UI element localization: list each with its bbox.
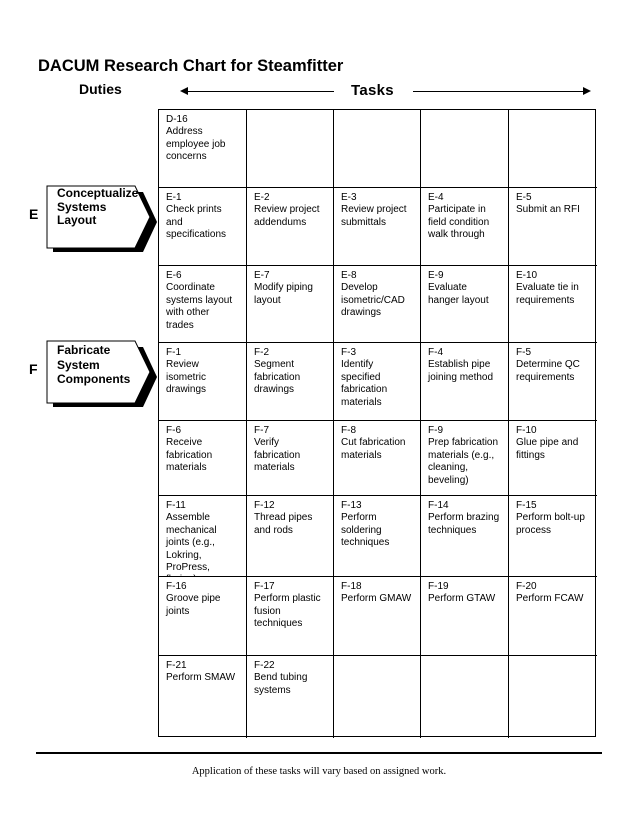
task-cell [247, 343, 334, 421]
task-description: Prep fabrication materials (e.g., cleaning, beveling) [428, 437, 499, 486]
task-grid [158, 109, 596, 737]
task-cell [421, 266, 509, 343]
task-code: F-13 [341, 500, 362, 511]
task-code: E-5 [516, 192, 532, 203]
task-description: Check prints and specifications [166, 204, 227, 241]
task-cell [159, 266, 247, 343]
task-code: F-11 [166, 500, 186, 511]
task-description: Evaluate hanger layout [428, 282, 489, 306]
task-code: F-6 [166, 425, 181, 436]
task-cell [159, 188, 247, 266]
task-cell [509, 421, 597, 496]
task-code: F-4 [428, 347, 443, 358]
task-description: Glue pipe and fittings [516, 437, 579, 461]
task-code: F-5 [516, 347, 531, 358]
task-cell [247, 577, 334, 656]
task-description: Participate in field condition walk through [428, 204, 490, 241]
task-description: Assemble mechanical joints (e.g., Lokring, ProPress, [166, 512, 217, 574]
task-code: E-9 [428, 270, 444, 281]
task-cell [159, 343, 247, 421]
task-cell [247, 266, 334, 343]
task-cell [509, 343, 597, 421]
task-description: Perform SMAW [166, 672, 236, 684]
empty-task-cell [421, 110, 509, 188]
task-code: F-1 [166, 347, 181, 358]
task-description: Cut fabrication materials [341, 437, 406, 461]
task-code: F-2 [254, 347, 269, 358]
task-description: Verify fabrication materials [254, 437, 301, 474]
task-description: Coordinate systems layout with other trades [166, 282, 233, 331]
task-cell [421, 496, 509, 577]
task-cell [159, 577, 247, 656]
empty-task-cell [334, 110, 421, 188]
task-cell [159, 656, 247, 738]
task-cell [334, 188, 421, 266]
task-cell [509, 496, 597, 577]
task-cell [509, 266, 597, 343]
task-description: Submit an RFI [516, 204, 580, 216]
task-cell [159, 496, 247, 577]
task-description: Perform FCAW [516, 593, 584, 605]
duty-letter-e: E [29, 206, 39, 222]
task-code: F-10 [516, 425, 537, 436]
task-description: Thread pipes and rods [254, 512, 313, 536]
left-arrow-icon [182, 91, 334, 92]
task-cell [509, 188, 597, 266]
task-cell [421, 188, 509, 266]
footer-note: Application of these tasks will vary based on assigned work. [191, 766, 447, 777]
task-cell [421, 577, 509, 656]
duty-box-f [47, 341, 157, 413]
task-description: Segment fabrication drawings [254, 359, 301, 396]
task-description: Review isometric drawings [166, 359, 207, 396]
task-cell [159, 421, 247, 496]
task-description: Perform GTAW [428, 593, 496, 605]
task-description: Perform bolt-up process [516, 512, 585, 536]
empty-task-cell [509, 110, 597, 188]
chart-title: DACUM Research Chart for Steamfitter [38, 57, 344, 75]
duty-box-e [47, 186, 157, 258]
task-code: F-9 [428, 425, 443, 436]
task-cell [509, 577, 597, 656]
task-code: E-3 [341, 192, 357, 203]
task-description: Perform brazing techniques [428, 512, 500, 536]
task-description: Review project addendums [254, 204, 320, 228]
duties-header: Duties [79, 81, 122, 97]
task-code: E-6 [166, 270, 182, 281]
task-cell [247, 421, 334, 496]
task-code: E-10 [516, 270, 538, 281]
task-code: F-21 [166, 660, 187, 671]
task-cell [421, 343, 509, 421]
empty-task-cell [421, 656, 509, 738]
task-description: Groove pipe joints [166, 593, 221, 617]
task-cell [334, 496, 421, 577]
right-arrow-icon [413, 91, 589, 92]
task-code: F-16 [166, 581, 187, 592]
task-code: F-3 [341, 347, 356, 358]
task-code: D-16 [166, 114, 188, 125]
task-description: Develop isometric/CAD drawings [341, 282, 405, 319]
task-cell [247, 656, 334, 738]
task-code: F-17 [254, 581, 275, 592]
task-description: Perform GMAW [341, 593, 412, 605]
task-description: Perform plastic fusion techniques [254, 593, 321, 630]
task-cell [247, 188, 334, 266]
task-code: E-8 [341, 270, 357, 281]
task-cell [421, 421, 509, 496]
task-code: F-7 [254, 425, 269, 436]
empty-task-cell [334, 656, 421, 738]
task-description: Determine QC requirements [516, 359, 580, 383]
task-code: F-8 [341, 425, 356, 436]
empty-task-cell [509, 656, 597, 738]
footer-divider [36, 752, 602, 754]
task-code: E-7 [254, 270, 270, 281]
task-code: F-20 [516, 581, 537, 592]
task-code: E-1 [166, 192, 182, 203]
empty-task-cell [247, 110, 334, 188]
task-cell [334, 577, 421, 656]
task-code: F-12 [254, 500, 275, 511]
task-description: Address employee job concerns [166, 126, 226, 163]
duty-letter-f: F [29, 361, 38, 377]
task-code: F-18 [341, 581, 362, 592]
task-description: Evaluate tie in requirements [516, 282, 579, 306]
tasks-header: Tasks [351, 82, 394, 99]
task-code: F-14 [428, 500, 449, 511]
task-cell [334, 266, 421, 343]
duty-label-e: Conceptualize Systems Layout [57, 186, 139, 227]
task-code: E-2 [254, 192, 270, 203]
task-description: Perform soldering techniques [341, 512, 390, 549]
task-cell [159, 110, 247, 188]
duty-label-f: Fabricate System Components [57, 343, 131, 386]
task-cell [247, 496, 334, 577]
task-description: Establish pipe joining method [428, 359, 494, 383]
task-description: Identify specified fabrication materials [341, 359, 388, 408]
task-code: F-19 [428, 581, 449, 592]
task-code: F-22 [254, 660, 275, 671]
task-code: E-4 [428, 192, 444, 203]
task-cell [334, 421, 421, 496]
task-description: Modify piping layout [254, 282, 313, 306]
task-description: Receive fabrication materials [166, 437, 213, 474]
task-cell [334, 343, 421, 421]
task-code: F-15 [516, 500, 537, 511]
task-description: Review project submittals [341, 204, 407, 228]
task-description: Bend tubing systems [254, 672, 308, 696]
